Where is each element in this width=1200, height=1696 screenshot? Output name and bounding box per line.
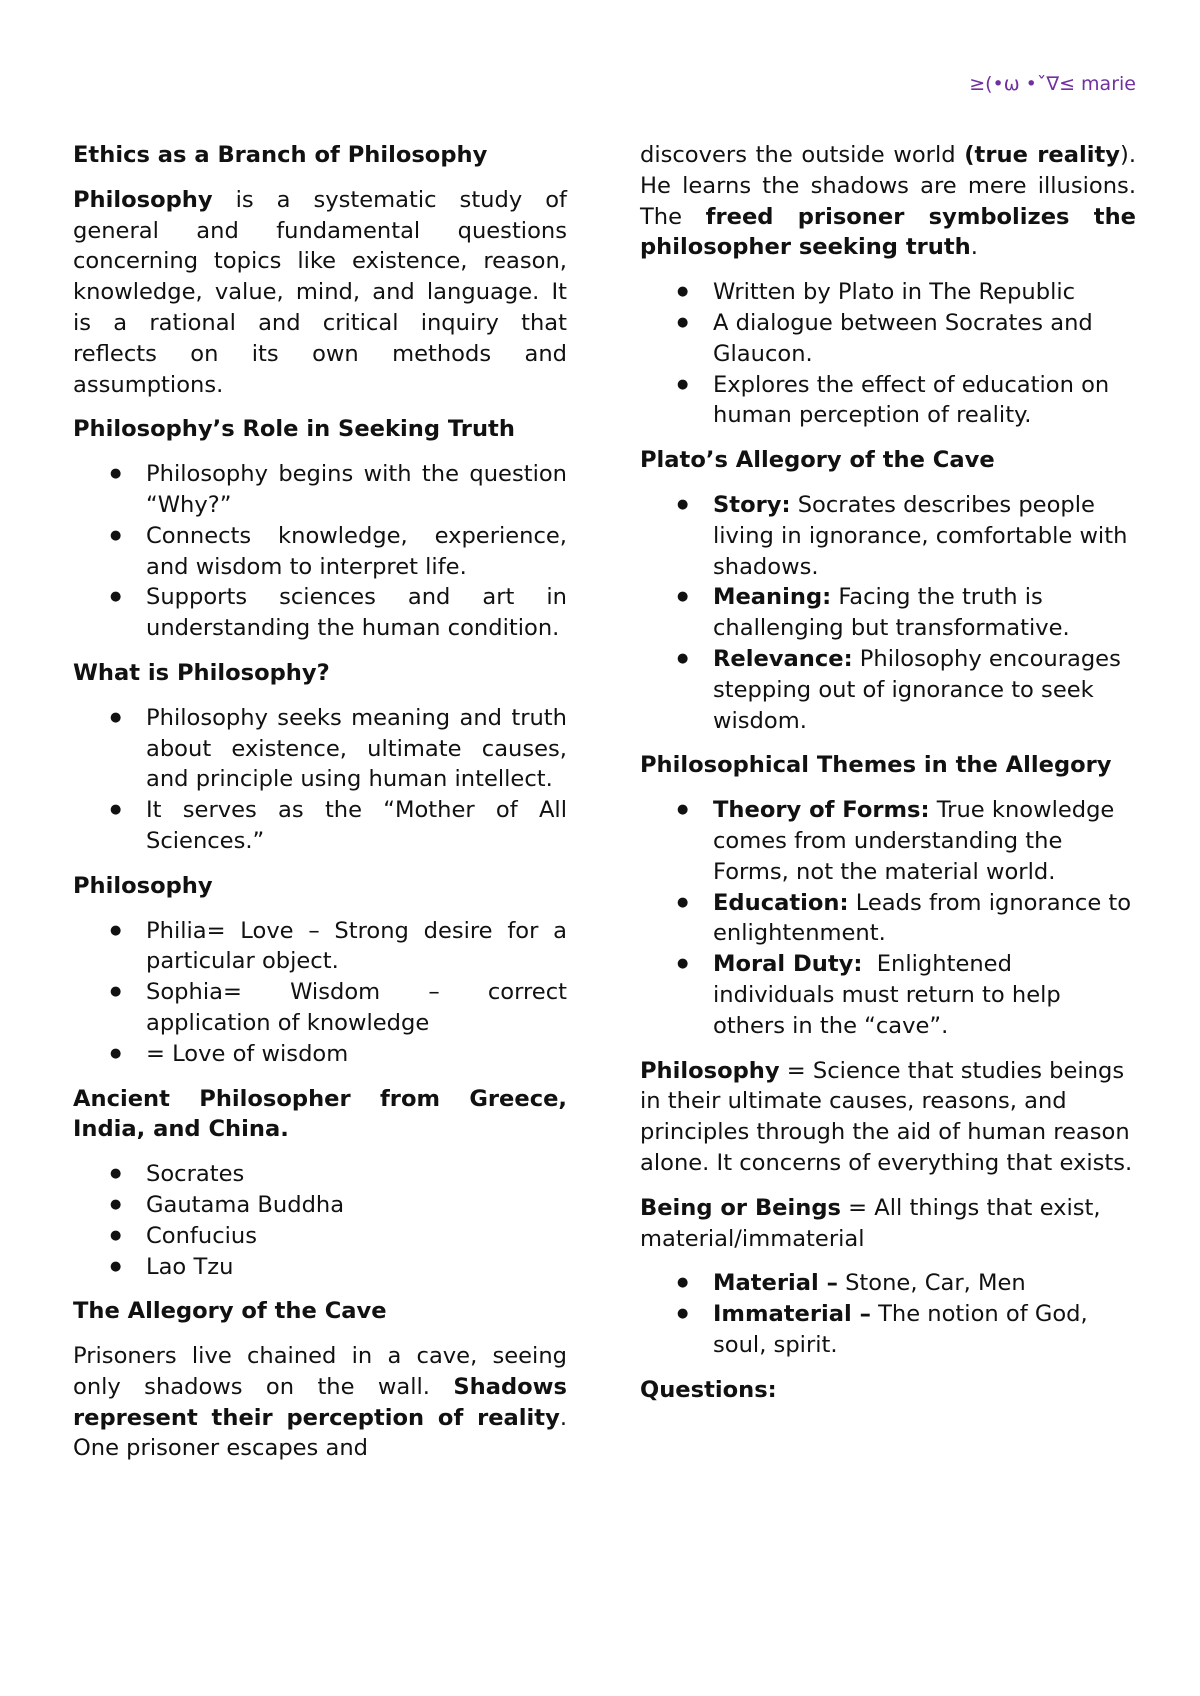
cont-text-b: ). He learns the shadows are mere illusions. The xyxy=(640,142,1136,230)
list-item: ● Sophia= Wisdom – correct application of knowledge xyxy=(146,977,567,1039)
cave-text-a: Prisoners live chained in a cave, seeing only shadows on the wall. xyxy=(73,1343,567,1400)
item-term: Moral Duty: xyxy=(713,951,863,978)
def-text: = All things that exist, material/immaterial xyxy=(640,1194,1101,1252)
philosophy-list xyxy=(73,916,567,1070)
intro-text: is a systematic study of general and fundamental questions concerning topics like existence, reason, knowledge, value, mind, and language. It is a rational and critical inquiry that reflects on its own methods and assumptions. xyxy=(73,186,567,398)
item-text: Facing the truth is challenging but transformative. xyxy=(713,584,1070,642)
continued-paragraph xyxy=(640,140,1136,263)
item-term: Education: xyxy=(713,889,849,916)
cave-paragraph xyxy=(73,1341,567,1464)
cave-text-b: . One prisoner escapes and xyxy=(73,1404,567,1462)
def-term: Being or Beings xyxy=(640,1194,841,1221)
list-item xyxy=(713,1299,1136,1361)
allegory-list xyxy=(640,490,1136,736)
list-item: ● Confucius xyxy=(146,1221,567,1252)
item-text: Stone, Car, Men xyxy=(837,1270,1026,1297)
list-item xyxy=(713,582,1136,644)
list-item xyxy=(713,644,1136,736)
being-list xyxy=(640,1268,1136,1360)
item-text: Philosophy encourages stepping out of ignorance to seek wisdom. xyxy=(713,645,1121,734)
ancient-list xyxy=(73,1159,567,1282)
role-list xyxy=(73,459,567,644)
list-item xyxy=(713,888,1136,950)
list-item: ● A dialogue between Socrates and Glaucon. xyxy=(713,308,1136,370)
item-text: Leads from ignorance to enlightenment. xyxy=(713,889,1132,947)
heading-role: Philosophy’s Role in Seeking Truth xyxy=(73,416,515,443)
list-item: ● Written by Plato in The Republic xyxy=(713,277,1136,308)
definition-being xyxy=(640,1193,1136,1255)
cont-text-c: . xyxy=(970,234,978,261)
heading-questions: Questions: xyxy=(640,1376,777,1403)
list-item xyxy=(713,949,1136,1041)
item-term: Meaning: xyxy=(713,584,832,611)
def-term: Philosophy xyxy=(640,1057,780,1084)
item-text: Enlightened individuals must return to help others in the “cave”. xyxy=(713,951,1068,1039)
list-item: ● Gautama Buddha xyxy=(146,1190,567,1221)
item-term: Relevance: xyxy=(713,645,853,672)
heading-ancient: Ancient Philosopher from Greece, India, and China. xyxy=(73,1085,567,1143)
cont-text-a: discovers the outside world xyxy=(640,142,965,168)
cont-bold-a: (true reality xyxy=(964,142,1120,168)
list-item xyxy=(713,795,1136,887)
item-term: Material – xyxy=(713,1270,838,1297)
list-item xyxy=(713,1268,1136,1299)
def-text: = Science that studies beings in their ultimate causes, reasons, and principles through the aid of human reason alone. It concerns of everything that exists. xyxy=(640,1057,1133,1176)
header-tag: ≥(•ω •ˇ∇≤ marie xyxy=(969,73,1136,95)
heading-ethics: Ethics as a Branch of Philosophy xyxy=(73,142,488,168)
definition-philosophy xyxy=(640,1056,1136,1179)
list-item: ● Philosophy begins with the question “Why?” xyxy=(146,459,567,521)
list-item: ● Connects knowledge, experience, and wisdom to interpret life. xyxy=(146,521,567,583)
list-item: ● Socrates xyxy=(146,1159,567,1190)
item-text: True knowledge comes from understanding the Forms, not the material world. xyxy=(713,797,1115,885)
heading-plato-allegory: Plato’s Allegory of the Cave xyxy=(640,447,995,474)
item-text: The notion of God, soul, spirit. xyxy=(713,1301,1088,1358)
intro-paragraph xyxy=(73,185,567,401)
heading-philosophy: Philosophy xyxy=(73,872,213,899)
list-item: ● Explores the effect of education on human perception of reality. xyxy=(713,370,1136,432)
list-item: ● Philosophy seeks meaning and truth about existence, ultimate causes, and principle using human intellect. xyxy=(146,703,567,795)
left-column xyxy=(73,140,567,1478)
right-column xyxy=(640,140,1136,1419)
heading-themes: Philosophical Themes in the Allegory xyxy=(640,752,1112,779)
item-term: Story: xyxy=(713,491,791,518)
heading-what: What is Philosophy? xyxy=(73,659,330,686)
item-term: Theory of Forms: xyxy=(713,797,930,824)
list-item: ● It serves as the “Mother of All Sciences.” xyxy=(146,795,567,857)
cont-bold-b: freed prisoner symbolizes the philosopher seeking truth xyxy=(640,203,1136,261)
themes-list xyxy=(640,795,1136,1041)
republic-list xyxy=(640,277,1136,431)
item-term: Immaterial – xyxy=(713,1301,871,1328)
list-item: ● Lao Tzu xyxy=(146,1252,567,1283)
list-item: ● Supports sciences and art in understanding the human condition. xyxy=(146,582,567,644)
list-item: ● Philia= Love – Strong desire for a particular object. xyxy=(146,916,567,978)
intro-term: Philosophy xyxy=(73,186,213,213)
heading-cave: The Allegory of the Cave xyxy=(73,1298,387,1325)
item-text: Socrates describes people living in ignorance, comfortable with shadows. xyxy=(713,491,1128,580)
list-item: ● = Love of wisdom xyxy=(146,1039,567,1070)
what-list xyxy=(73,703,567,857)
cave-bold-a: Shadows represent their perception of reality xyxy=(73,1373,567,1431)
list-item xyxy=(713,490,1136,582)
